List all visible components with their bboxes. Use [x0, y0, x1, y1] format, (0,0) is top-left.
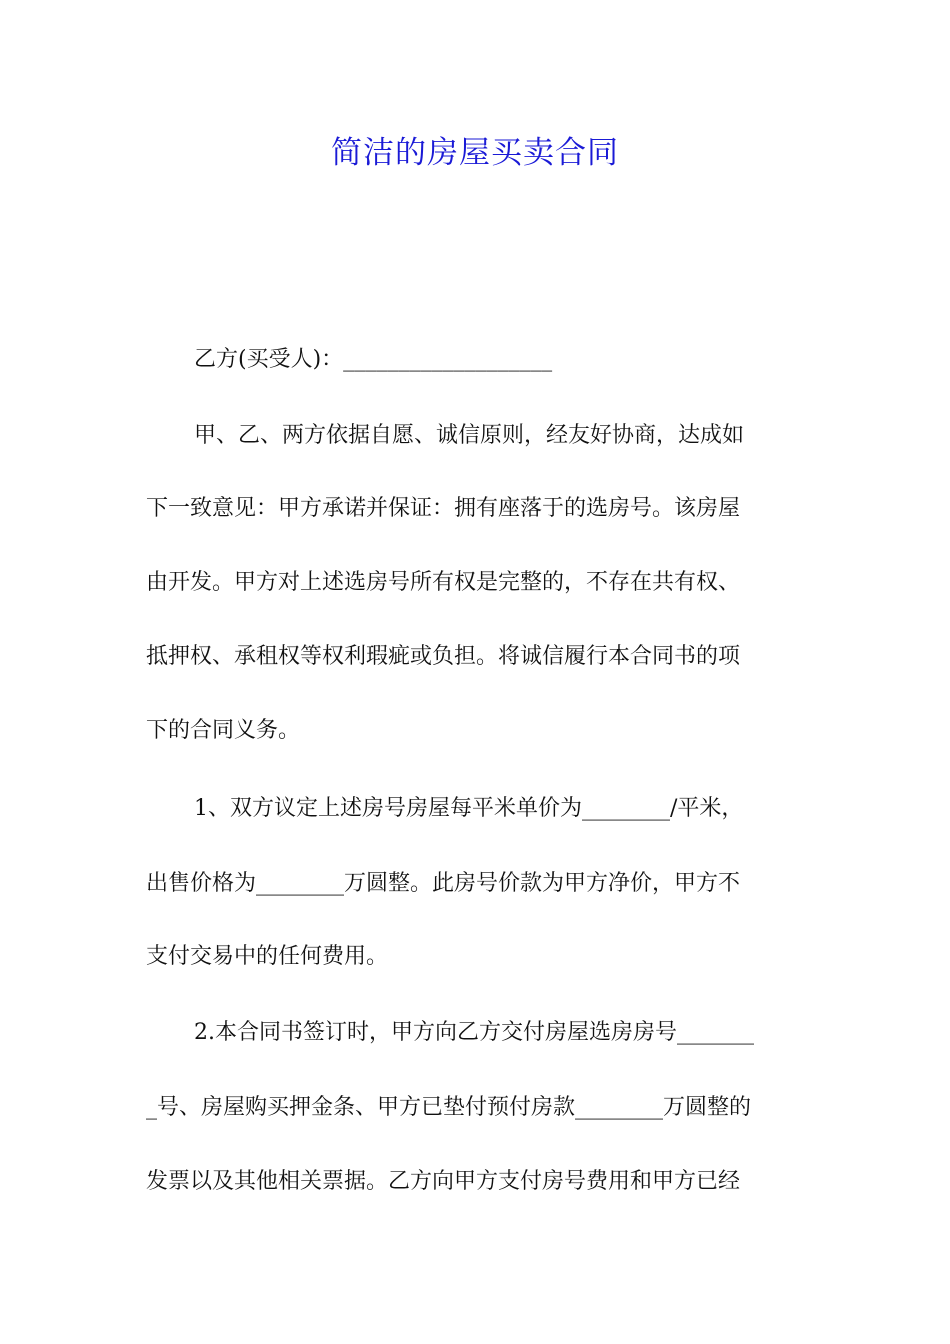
paragraph-line: 支付交易中的任何费用。	[146, 944, 389, 969]
paragraph-line: 抵押权、承租权等权利瑕疵或负担。将诚信履行本合同书的项	[146, 644, 741, 669]
paragraph-line: 1、双方议定上述房号房屋每平米单价为________/平米，	[194, 796, 744, 821]
paragraph-line: 下一致意见：甲方承诺并保证：拥有座落于的选房号。该房屋	[146, 496, 741, 521]
paragraph-line: _号、房屋购买押金条、甲方已垫付预付房款________万圆整的	[146, 1095, 752, 1120]
paragraph-line: 由开发。甲方对上述选房号所有权是完整的，不存在共有权、	[146, 570, 741, 595]
document-title: 简洁的房屋买卖合同	[331, 135, 619, 171]
paragraph-line: 发票以及其他相关票据。乙方向甲方支付房号费用和甲方已经	[146, 1169, 741, 1194]
paragraph-line: 甲、乙、两方依据自愿、诚信原则，经友好协商，达成如	[194, 423, 745, 448]
paragraph-line: 下的合同义务。	[146, 718, 301, 743]
paragraph-line: 出售价格为________万圆整。此房号价款为甲方净价，甲方不	[146, 871, 741, 896]
paragraph-line: 2.本合同书签订时，甲方向乙方交付房屋选房房号_______	[194, 1020, 754, 1045]
buyer-line: 乙方(买受人)：___________________	[194, 347, 553, 372]
